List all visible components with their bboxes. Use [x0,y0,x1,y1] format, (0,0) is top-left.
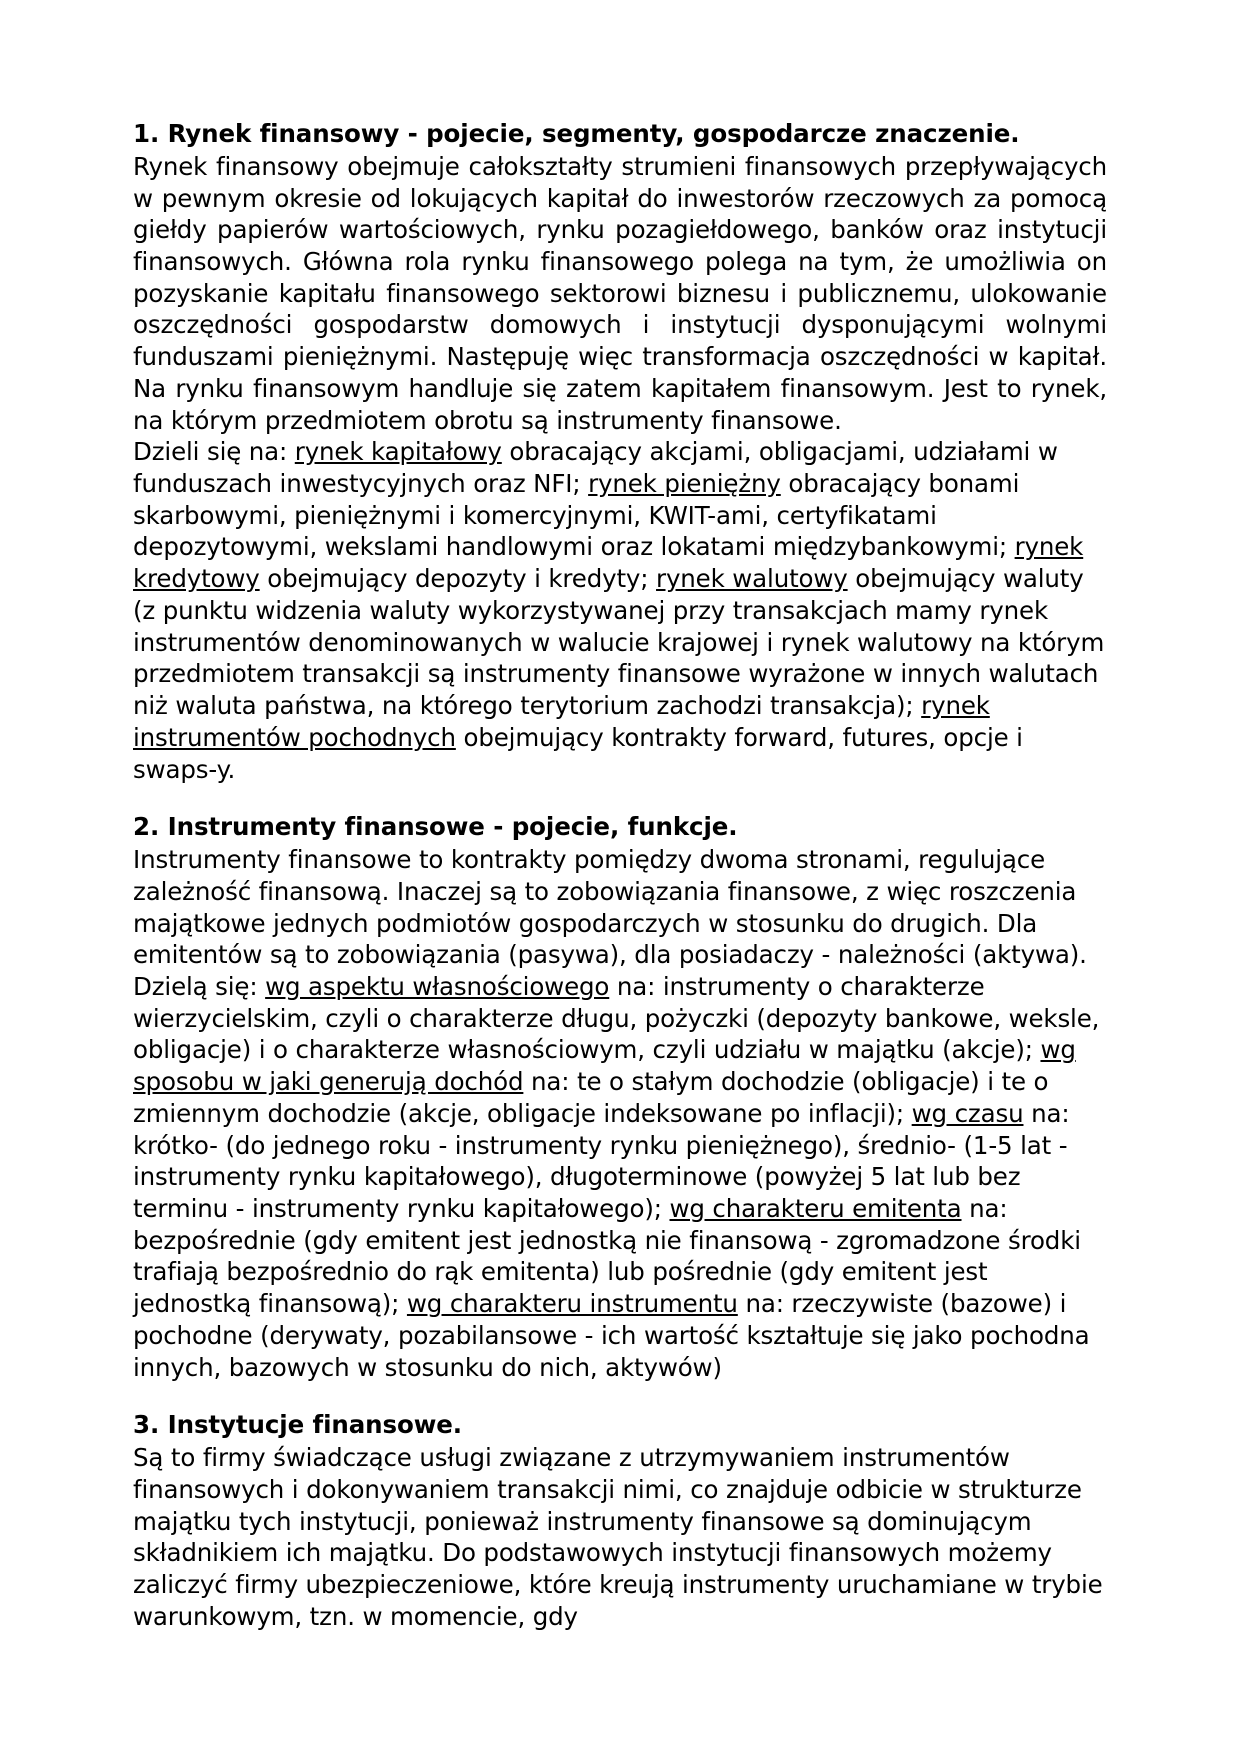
underlined-term: wg charakteru instrumentu [406,1289,738,1319]
paragraph-text: obejmujący kontrakty forward, futures, opcje i swaps-y. [133,722,1023,784]
underlined-term: wg charakteru emitenta [669,1193,962,1223]
paragraph-text: na: bezpośrednie (gdy emitent jest jednostką nie finansową - zgromadzone środki trafiają bezpośrednio do rąk emitenta) lub pośrednie (gdy emitent jest jednostką finansową); [133,1193,1081,1319]
section-paragraph [133,1442,1107,1632]
underlined-term: rynek instrumentów pochodnych [133,691,990,752]
paragraph-text: Dzieli się na: [133,437,295,467]
section-paragraph [133,151,1107,436]
paragraph-text: obracający bonami skarbowymi, pieniężnymi i komercyjnymi, KWIT-ami, certyfikatami depozytowymi, wekslami handlowymi oraz lokatami międzybankowymi; [133,469,1020,562]
paragraph-text: Instrumenty finansowe to kontrakty pomiędzy dwoma stronami, regulujące zależność finansową. Inaczej są to zobowiązania finansowe, z więc roszczenia majątkowe jednych podmiotów gospodarczych w stosunku do drugich. Dla emitentów są to zobowiązania (pasywa), dla posiadaczy - należności (aktywa). Dzielą się: [133,845,1087,1001]
section-paragraph [133,844,1107,1383]
section-heading: 2. Instrumenty finansowe - pojecie, funkcje. [133,812,738,842]
underlined-term: wg aspektu własnościowego [265,971,610,1001]
paragraph-text: na: te o stałym dochodzie (obligacje) i te o zmiennym dochodzie (akcje, obligacje indeksowane po inflacji); [133,1067,1049,1128]
paragraph-text: Są to firmy świadczące usługi związane z utrzymywaniem instrumentów finansowych i dokonywaniem transakcji nimi, co znajduje odbicie w strukturze majątku tych instytucji, ponieważ instrumenty finansowe są dominującym składnikiem ich majątku. Do podstawowych instytucji finansowych możemy zaliczyć firmy ubezpieczeniowe, które kreują instrumenty uruchamiane w trybie warunkowym, tzn. w momencie, gdy [133,1443,1103,1631]
section-heading: 1. Rynek finansowy - pojecie, segmenty, gospodarcze znaczenie. [133,119,1020,148]
underlined-term: rynek kapitałowy [294,437,502,467]
paragraph-text: Rynek finansowy obejmuje całokształty strumieni finansowych przepływających w pewnym okresie od lokujących kapitał do inwestorów rzeczowych za pomocą giełdy papierów wartościowych, rynku pozagiełdowego, banków oraz instytucji finansowych. Główna rola rynku finansowego polega na tym, że umożliwia on pozyskanie kapitału finansowego sektorowi biznesu i publicznemu, ulokowanie oszczędności gospodarstw domowych i instytucji dysponującymi wolnymi funduszami pieniężnymi. Następuję więc transformacja oszczędności w kapitał. Na rynku finansowym handluje się zatem kapitałem finansowym. Jest to rynek, na którym przedmiotem obrotu są instrumenty finansowe. [133,151,1107,435]
underlined-term: wg czasu [911,1098,1024,1128]
underlined-term: rynek walutowy [656,564,848,594]
underlined-term: rynek pieniężny [588,469,781,499]
document-section [133,118,1107,785]
paragraph-text: obracający akcjami, obligacjami, udziałami w funduszach inwestycyjnych oraz NFI; [133,437,1058,499]
paragraph-text: obejmujący depozyty i kredyty; [259,564,657,594]
document-section [133,811,1107,1383]
document-section [133,1409,1107,1632]
section-heading: 3. Instytucje finansowe. [133,1410,462,1440]
paragraph-text: obejmujący waluty (z punktu widzenia waluty wykorzystywanej przy transakcjach mamy rynek instrumentów denominowanych w walucie krajowej i rynek walutowy na którym przedmiotem transakcji są instrumenty finansowe wyrażone w innych walutach niż waluta państwa, na którego terytorium zachodzi transakcja); [133,564,1105,721]
paragraph-text: na: instrumenty o charakterze wierzycielskim, czyli o charakterze długu, pożyczki (depozyty bankowe, weksle, obligacje) i o charakterze własnościowym, czyli udziału w majątku (akcje); [133,971,1100,1065]
section-paragraph [133,436,1107,785]
underlined-term: rynek kredytowy [133,532,1084,594]
document-body [133,118,1107,1632]
underlined-term: wg sposobu w jaki generują dochód [133,1035,1076,1097]
paragraph-text: na: krótko- (do jednego roku - instrumenty rynku pieniężnego), średnio- (1-5 lat - instrumenty rynku kapitałowego), długoterminowe (powyżej 5 lat lub bez terminu - instrumenty rynku kapitałowego); [133,1098,1070,1223]
paragraph-text: na: rzeczywiste (bazowe) i pochodne (derywaty, pozabilansowe - ich wartość kształtuje się jako pochodna innych, bazowych w stosunku do nich, aktywów) [133,1289,1090,1382]
